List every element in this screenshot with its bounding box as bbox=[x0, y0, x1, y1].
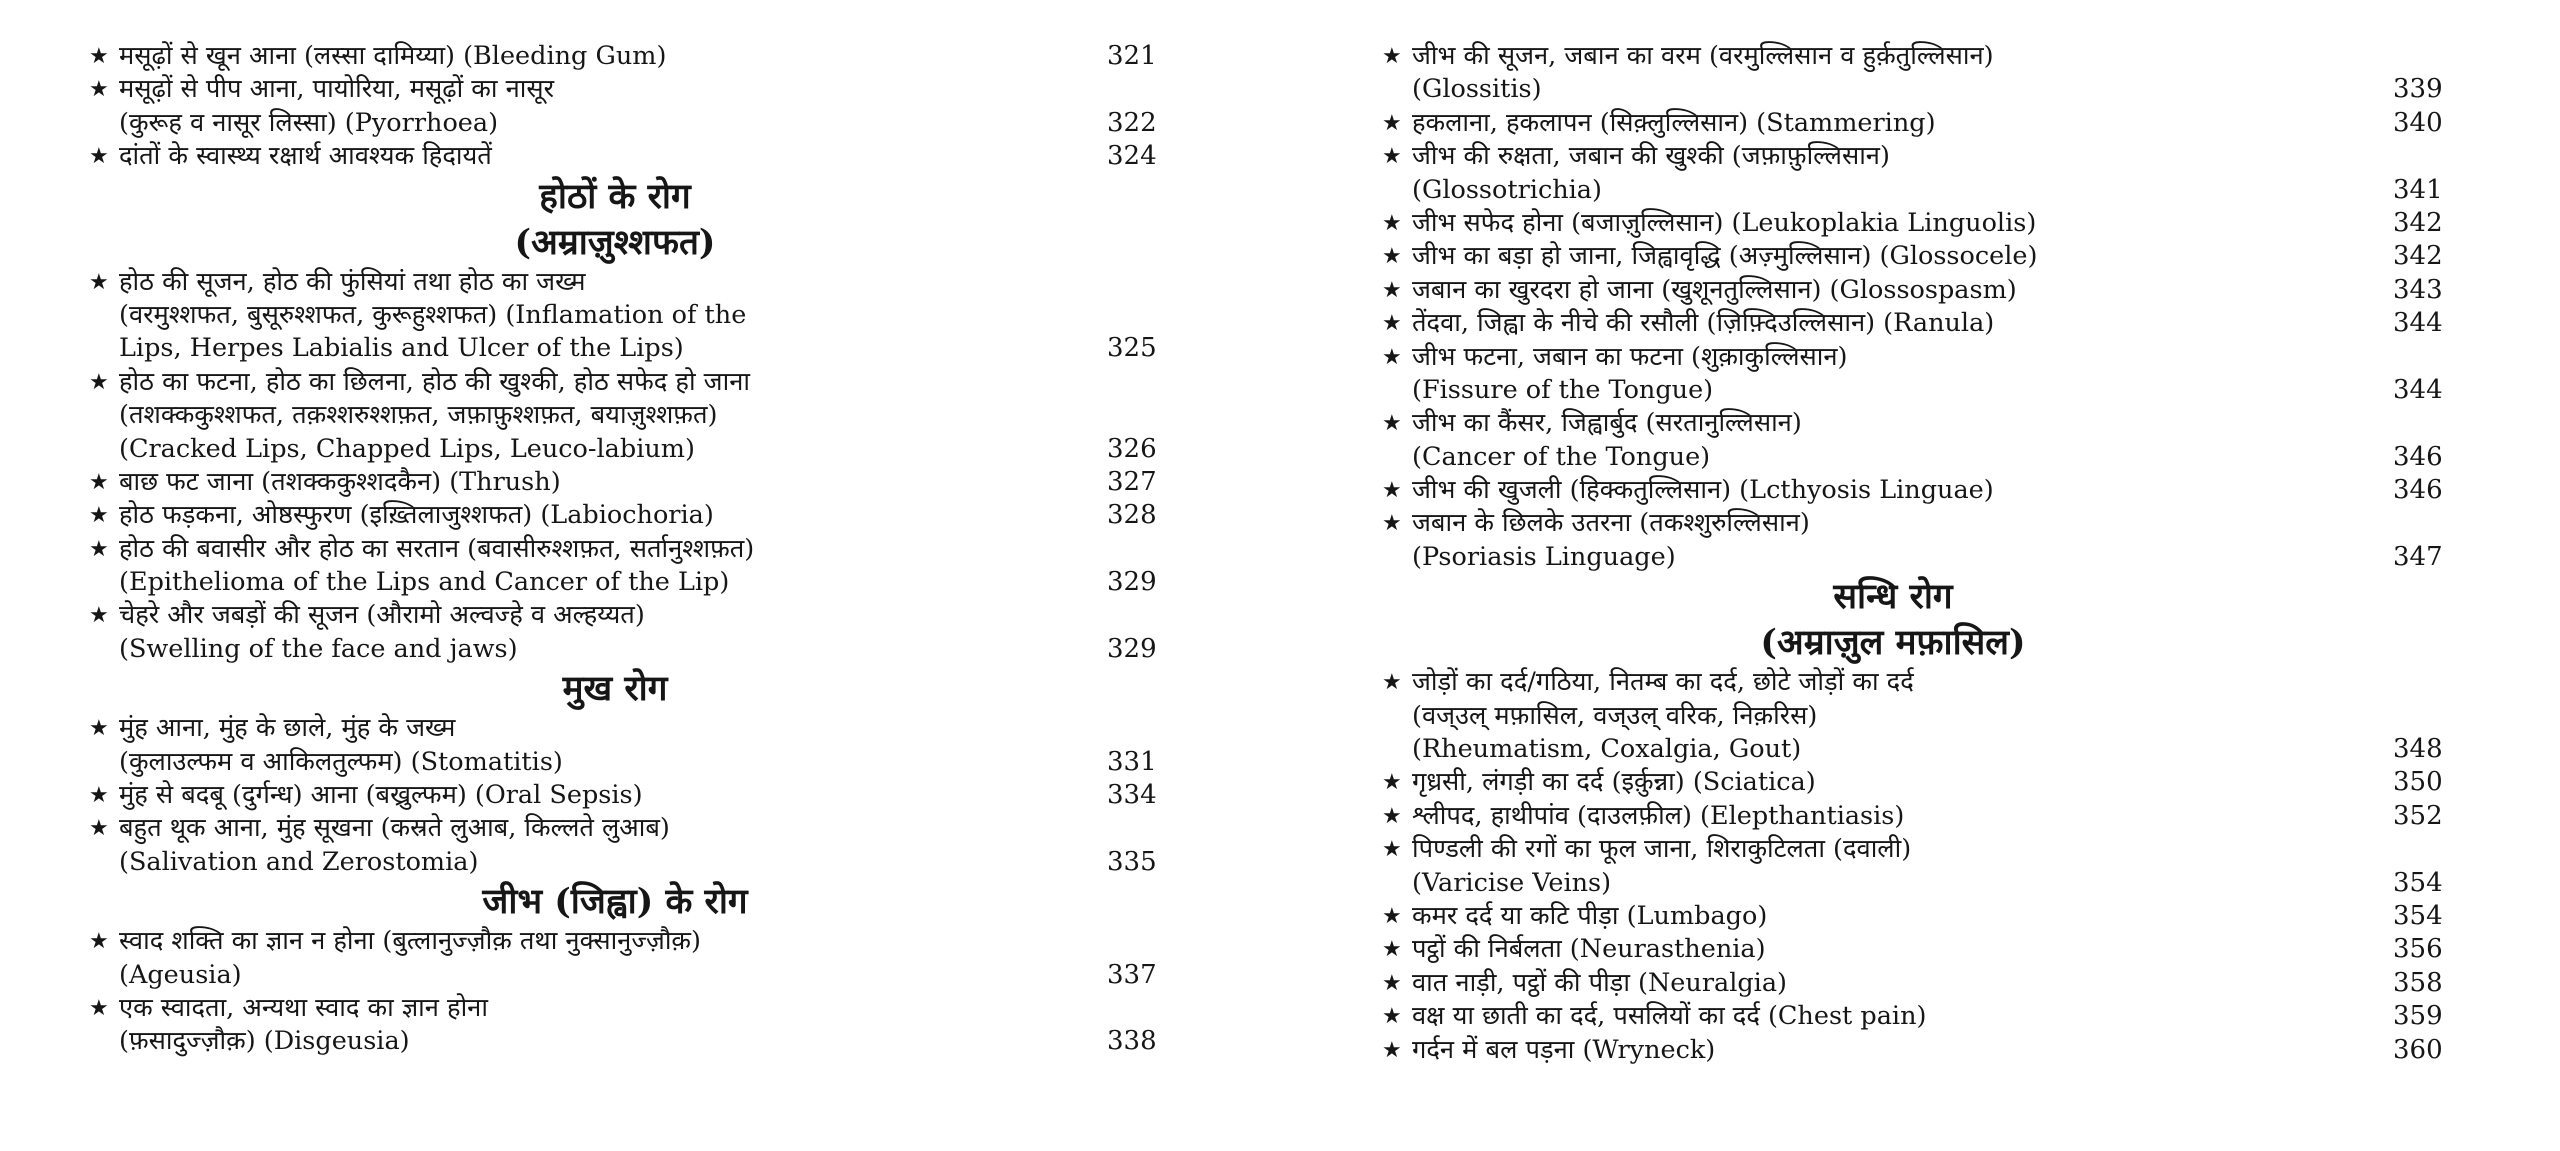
entry-title-line: पिण्डली की रगों का फूल जाना, शिराकुटिलता (दवाली) bbox=[1412, 834, 1912, 865]
index-entry bbox=[1378, 274, 2483, 307]
entry-title-line: जबान का खुरदरा हो जाना (खुशूनतुल्लिसान) (Glossospasm) bbox=[1412, 274, 2017, 305]
index-entry bbox=[85, 992, 1185, 1059]
index-entry bbox=[1378, 341, 2483, 408]
bullet-star-icon: ★ bbox=[1382, 478, 1402, 504]
page-number: 348 bbox=[2393, 734, 2443, 765]
page-number: 344 bbox=[2393, 308, 2443, 339]
entry-title-line: कमर दर्द या कटि पीड़ा (Lumbago) bbox=[1412, 900, 1768, 931]
bullet-star-icon: ★ bbox=[1382, 411, 1402, 437]
entry-title-line: (Swelling of the face and jaws) bbox=[119, 633, 518, 664]
entry-title-line: होठ की बवासीर और होठ का सरतान (बवासीरुश्शफ़त, सर्तानुश्शफ़त) bbox=[119, 533, 755, 564]
entry-title-line: (फ़सादुज्ज़ौक़) (Disgeusia) bbox=[119, 1026, 410, 1057]
entry-title-line: (वरमुश्शफत, बुसूरुश्शफत, कुरूहुश्शफत) (Inflamation of the bbox=[119, 299, 747, 330]
bullet-star-icon: ★ bbox=[1382, 1004, 1402, 1030]
entry-title-line: जीभ सफेद होना (बजाज़ुल्लिसान) (Leukoplakia Linguolis) bbox=[1412, 207, 2037, 238]
bullet-star-icon: ★ bbox=[89, 995, 109, 1021]
page-number: 334 bbox=[1107, 780, 1157, 811]
page-number: 342 bbox=[2393, 241, 2443, 272]
right-page-index bbox=[1378, 40, 2483, 1067]
page-number: 325 bbox=[1107, 333, 1157, 364]
entry-title-line: (Fissure of the Tongue) bbox=[1412, 374, 1714, 405]
page-number: 360 bbox=[2393, 1034, 2443, 1065]
bullet-star-icon: ★ bbox=[1382, 144, 1402, 170]
bullet-star-icon: ★ bbox=[89, 783, 109, 809]
bullet-star-icon: ★ bbox=[89, 503, 109, 529]
page-number: 350 bbox=[2393, 767, 2443, 798]
entry-title-line: चेहरे और जबड़ों की सूजन (औरामो अल्वज्हे व अल्हय्यत) bbox=[119, 600, 645, 631]
entry-title-line: बाछ फट जाना (तशक्ककुश्शदकैन) (Thrush) bbox=[119, 466, 561, 497]
entry-title-line: दांतों के स्वास्थ्य रक्षार्थ आवश्यक हिदायतें bbox=[119, 141, 492, 172]
index-entry bbox=[1378, 474, 2483, 507]
bullet-star-icon: ★ bbox=[1382, 110, 1402, 136]
entry-title-line: वात नाड़ी, पट्ठों की पीड़ा (Neuralgia) bbox=[1412, 967, 1787, 998]
entry-title-line: तेंदवा, जिह्वा के नीचे की रसौली (ज़िफ़्दिउल्लिसान) (Ranula) bbox=[1412, 308, 1995, 339]
entry-title-line: हकलाना, हकलापन (सिक़्लुल्लिसान) (Stammering) bbox=[1412, 107, 1936, 138]
entry-title-line: जोड़ों का दर्द/गठिया, नितम्ब का दर्द, छोटे जोड़ों का दर्द bbox=[1412, 667, 1914, 698]
bullet-star-icon: ★ bbox=[1382, 344, 1402, 370]
entry-title-line: मुंह आना, मुंह के छाले, मुंह के जख्म bbox=[119, 713, 456, 744]
bullet-star-icon: ★ bbox=[1382, 770, 1402, 796]
entry-title-line: (Varicise Veins) bbox=[1412, 867, 1612, 898]
bullet-star-icon: ★ bbox=[1382, 210, 1402, 236]
entry-title-line: होठ फड़कना, ओष्ठस्फुरण (इख़्तिलाजुश्शफत) (Labiochoria) bbox=[119, 500, 714, 531]
index-entry bbox=[1378, 833, 2483, 900]
index-entry bbox=[1378, 307, 2483, 340]
bullet-star-icon: ★ bbox=[1382, 277, 1402, 303]
index-entry bbox=[85, 140, 1185, 173]
page-number: 341 bbox=[2393, 174, 2443, 205]
index-entry bbox=[1378, 107, 2483, 140]
bullet-star-icon: ★ bbox=[1382, 311, 1402, 337]
page-number: 342 bbox=[2393, 207, 2443, 238]
page-number: 335 bbox=[1107, 846, 1157, 877]
entry-title-line: (Glossotrichia) bbox=[1412, 174, 1602, 205]
entry-title-line: (तशक्ककुश्शफत, तक़श्शरुश्शफ़त, जफ़ाफ़ुश्शफ़त, बयाज़ुश्शफ़त) bbox=[119, 400, 718, 431]
page-number: 354 bbox=[2393, 867, 2443, 898]
page-number: 329 bbox=[1107, 633, 1157, 664]
bullet-star-icon: ★ bbox=[89, 816, 109, 842]
bullet-star-icon: ★ bbox=[89, 929, 109, 955]
page-number: 324 bbox=[1107, 141, 1157, 172]
entry-title-line: होठ की सूजन, होठ की फुंसियां तथा होठ का जख्म bbox=[119, 266, 586, 297]
index-entry bbox=[1378, 933, 2483, 966]
entry-title-line: मसूढ़ों से पीप आना, पायोरिया, मसूढ़ों का नासूर bbox=[119, 74, 555, 105]
section-heading: (अम्राज़ुल मफ़ासिल) bbox=[1760, 622, 2026, 664]
index-entry bbox=[85, 40, 1185, 73]
entry-title-line: बहुत थूक आना, मुंह सूखना (कस्रते लुआब, किल्लते लुआब) bbox=[119, 813, 670, 844]
index-entry bbox=[1378, 1034, 2483, 1067]
section-heading: होठों के रोग bbox=[539, 175, 691, 217]
entry-title-line: जबान के छिलके उतरना (तकश्शुरुल्लिसान) bbox=[1412, 508, 1810, 539]
bullet-star-icon: ★ bbox=[89, 269, 109, 295]
page-number: 359 bbox=[2393, 1001, 2443, 1032]
index-entry bbox=[1378, 766, 2483, 799]
page-number: 328 bbox=[1107, 500, 1157, 531]
entry-title-line: जीभ की सूजन, जबान का वरम (वरमुल्लिसान व हुर्क़तुल्लिसान) bbox=[1412, 41, 1994, 71]
section-heading: मुख रोग bbox=[562, 668, 668, 710]
bullet-star-icon: ★ bbox=[1382, 670, 1402, 696]
page-number: 344 bbox=[2393, 374, 2443, 405]
bullet-star-icon: ★ bbox=[1382, 937, 1402, 963]
bullet-star-icon: ★ bbox=[1382, 244, 1402, 270]
section-heading: (अम्राज़ुश्शफत) bbox=[514, 221, 716, 263]
index-entry bbox=[1378, 207, 2483, 240]
index-entry bbox=[1378, 967, 2483, 1000]
page-number: 358 bbox=[2393, 967, 2443, 998]
bullet-star-icon: ★ bbox=[89, 144, 109, 170]
index-entry bbox=[1378, 407, 2483, 474]
bullet-star-icon: ★ bbox=[89, 77, 109, 103]
entry-title-line: (कुलाउल्फम व आकिलतुल्फम) (Stomatitis) bbox=[119, 746, 563, 777]
index-entry bbox=[1378, 900, 2483, 933]
section-heading: जीभ (जिह्वा) के रोग bbox=[482, 881, 748, 923]
index-entry bbox=[85, 366, 1185, 466]
page-number: 346 bbox=[2393, 441, 2443, 472]
page-number: 327 bbox=[1107, 466, 1157, 497]
entry-title-line: जीभ का बड़ा हो जाना, जिह्वावृद्धि (अज़्मुल्लिसान) (Glossocele) bbox=[1412, 241, 2038, 272]
bullet-star-icon: ★ bbox=[89, 44, 109, 69]
bullet-star-icon: ★ bbox=[1382, 837, 1402, 863]
page-number: 338 bbox=[1107, 1026, 1157, 1057]
entry-title-line: Lips, Herpes Labialis and Ulcer of the Lips) bbox=[119, 333, 684, 364]
section-heading: सन्धि रोग bbox=[1833, 576, 1953, 618]
index-entry bbox=[85, 466, 1185, 499]
entry-title-line: वक्ष या छाती का दर्द, पसलियों का दर्द (Chest pain) bbox=[1412, 1001, 1927, 1032]
page-number: 352 bbox=[2393, 800, 2443, 831]
bullet-star-icon: ★ bbox=[1382, 803, 1402, 829]
page-number: 331 bbox=[1107, 746, 1157, 777]
index-entry bbox=[85, 599, 1185, 666]
page-number: 339 bbox=[2393, 74, 2443, 105]
bullet-star-icon: ★ bbox=[1382, 1037, 1402, 1063]
bullet-star-icon: ★ bbox=[89, 716, 109, 742]
page-number: 337 bbox=[1107, 959, 1157, 990]
entry-title-line: जीभ का कैंसर, जिह्वार्बुद (सरतानुल्लिसान) bbox=[1412, 408, 1802, 439]
entry-title-line: (Epithelioma of the Lips and Cancer of the Lip) bbox=[119, 567, 730, 598]
index-entry bbox=[85, 925, 1185, 992]
entry-title-line: (Salivation and Zerostomia) bbox=[119, 846, 479, 877]
index-entry bbox=[1378, 800, 2483, 833]
bullet-star-icon: ★ bbox=[1382, 903, 1402, 929]
index-entry bbox=[85, 266, 1185, 366]
entry-title-line: (Ageusia) bbox=[119, 959, 242, 990]
bullet-star-icon: ★ bbox=[89, 603, 109, 629]
index-entry bbox=[85, 712, 1185, 779]
index-entry bbox=[1378, 666, 2483, 766]
index-entry bbox=[85, 73, 1185, 140]
entry-title-line: पट्ठों की निर्बलता (Neurasthenia) bbox=[1412, 934, 1766, 965]
entry-title-line: जीभ फटना, जबान का फटना (शुक़ाकुल्लिसान) bbox=[1412, 341, 1848, 372]
page-number: 322 bbox=[1107, 107, 1157, 138]
bullet-star-icon: ★ bbox=[1382, 511, 1402, 537]
index-entry bbox=[85, 779, 1185, 812]
entry-title-line: मुंह से बदबू (दुर्गन्ध) आना (बख्रुल्फम) (Oral Sepsis) bbox=[119, 780, 643, 811]
bullet-star-icon: ★ bbox=[89, 536, 109, 562]
bullet-star-icon: ★ bbox=[89, 469, 109, 495]
entry-title-line: (Cracked Lips, Chapped Lips, Leuco-labium) bbox=[119, 433, 695, 464]
page-number: 326 bbox=[1107, 433, 1157, 464]
entry-title-line: होठ का फटना, होठ का छिलना, होठ की खुश्की, होठ सफेद हो जाना bbox=[119, 366, 750, 397]
page-number: 347 bbox=[2393, 541, 2443, 572]
index-entry bbox=[85, 533, 1185, 600]
index-entry bbox=[1378, 140, 2483, 207]
entry-title-line: जीभ की रुक्षता, जबान की खुश्की (जफ़ाफ़ुल्लिसान) bbox=[1412, 141, 1890, 172]
index-entry bbox=[85, 812, 1185, 879]
entry-title-line: गृध्रसी, लंगड़ी का दर्द (इर्क़ुन्ना) (Sciatica) bbox=[1412, 767, 1816, 798]
entry-title-line: (Cancer of the Tongue) bbox=[1412, 441, 1711, 472]
index-entry bbox=[85, 499, 1185, 532]
page-number: 329 bbox=[1107, 567, 1157, 598]
entry-title-line: (वज्उल् मफ़ासिल, वज्उल् वरिक, निक़रिस) bbox=[1412, 700, 1818, 731]
entry-title-line: (Psoriasis Linguage) bbox=[1412, 541, 1676, 572]
entry-title-line: श्लीपद, हाथीपांव (दाउलफ़ील) (Elepthantiasis) bbox=[1412, 800, 1905, 831]
entry-title-line: एक स्वादता, अन्यथा स्वाद का ज्ञान होना bbox=[119, 992, 488, 1023]
index-entry bbox=[1378, 1000, 2483, 1033]
entry-title-line: मसूढ़ों से खून आना (लस्सा दामिय्या) (Bleeding Gum) bbox=[119, 41, 667, 71]
bullet-star-icon: ★ bbox=[1382, 44, 1402, 69]
entry-title-line: (कुरूह व नासूर लिस्सा) (Pyorrhoea) bbox=[119, 107, 499, 138]
page-number: 321 bbox=[1107, 41, 1157, 71]
page-number: 340 bbox=[2393, 107, 2443, 138]
index-entry bbox=[1378, 507, 2483, 574]
page-number: 356 bbox=[2393, 934, 2443, 965]
entry-title-line: (Rheumatism, Coxalgia, Gout) bbox=[1412, 734, 1802, 765]
bullet-star-icon: ★ bbox=[89, 369, 109, 395]
bullet-star-icon: ★ bbox=[1382, 970, 1402, 996]
entry-title-line: स्वाद शक्ति का ज्ञान न होना (बुत्लानुज्ज़ौक़ तथा नुक्सानुज्ज़ौक़) bbox=[119, 926, 701, 957]
index-entry bbox=[1378, 240, 2483, 273]
entry-title-line: जीभ की खुजली (हिक्कतुल्लिसान) (Lcthyosis Linguae) bbox=[1412, 475, 1994, 506]
left-page-index bbox=[85, 40, 1185, 1059]
page-number: 354 bbox=[2393, 900, 2443, 931]
page-number: 346 bbox=[2393, 475, 2443, 506]
entry-title-line: (Glossitis) bbox=[1412, 74, 1542, 105]
page-number: 343 bbox=[2393, 274, 2443, 305]
index-entry bbox=[1378, 40, 2483, 107]
entry-title-line: गर्दन में बल पड़ना (Wryneck) bbox=[1412, 1034, 1716, 1065]
